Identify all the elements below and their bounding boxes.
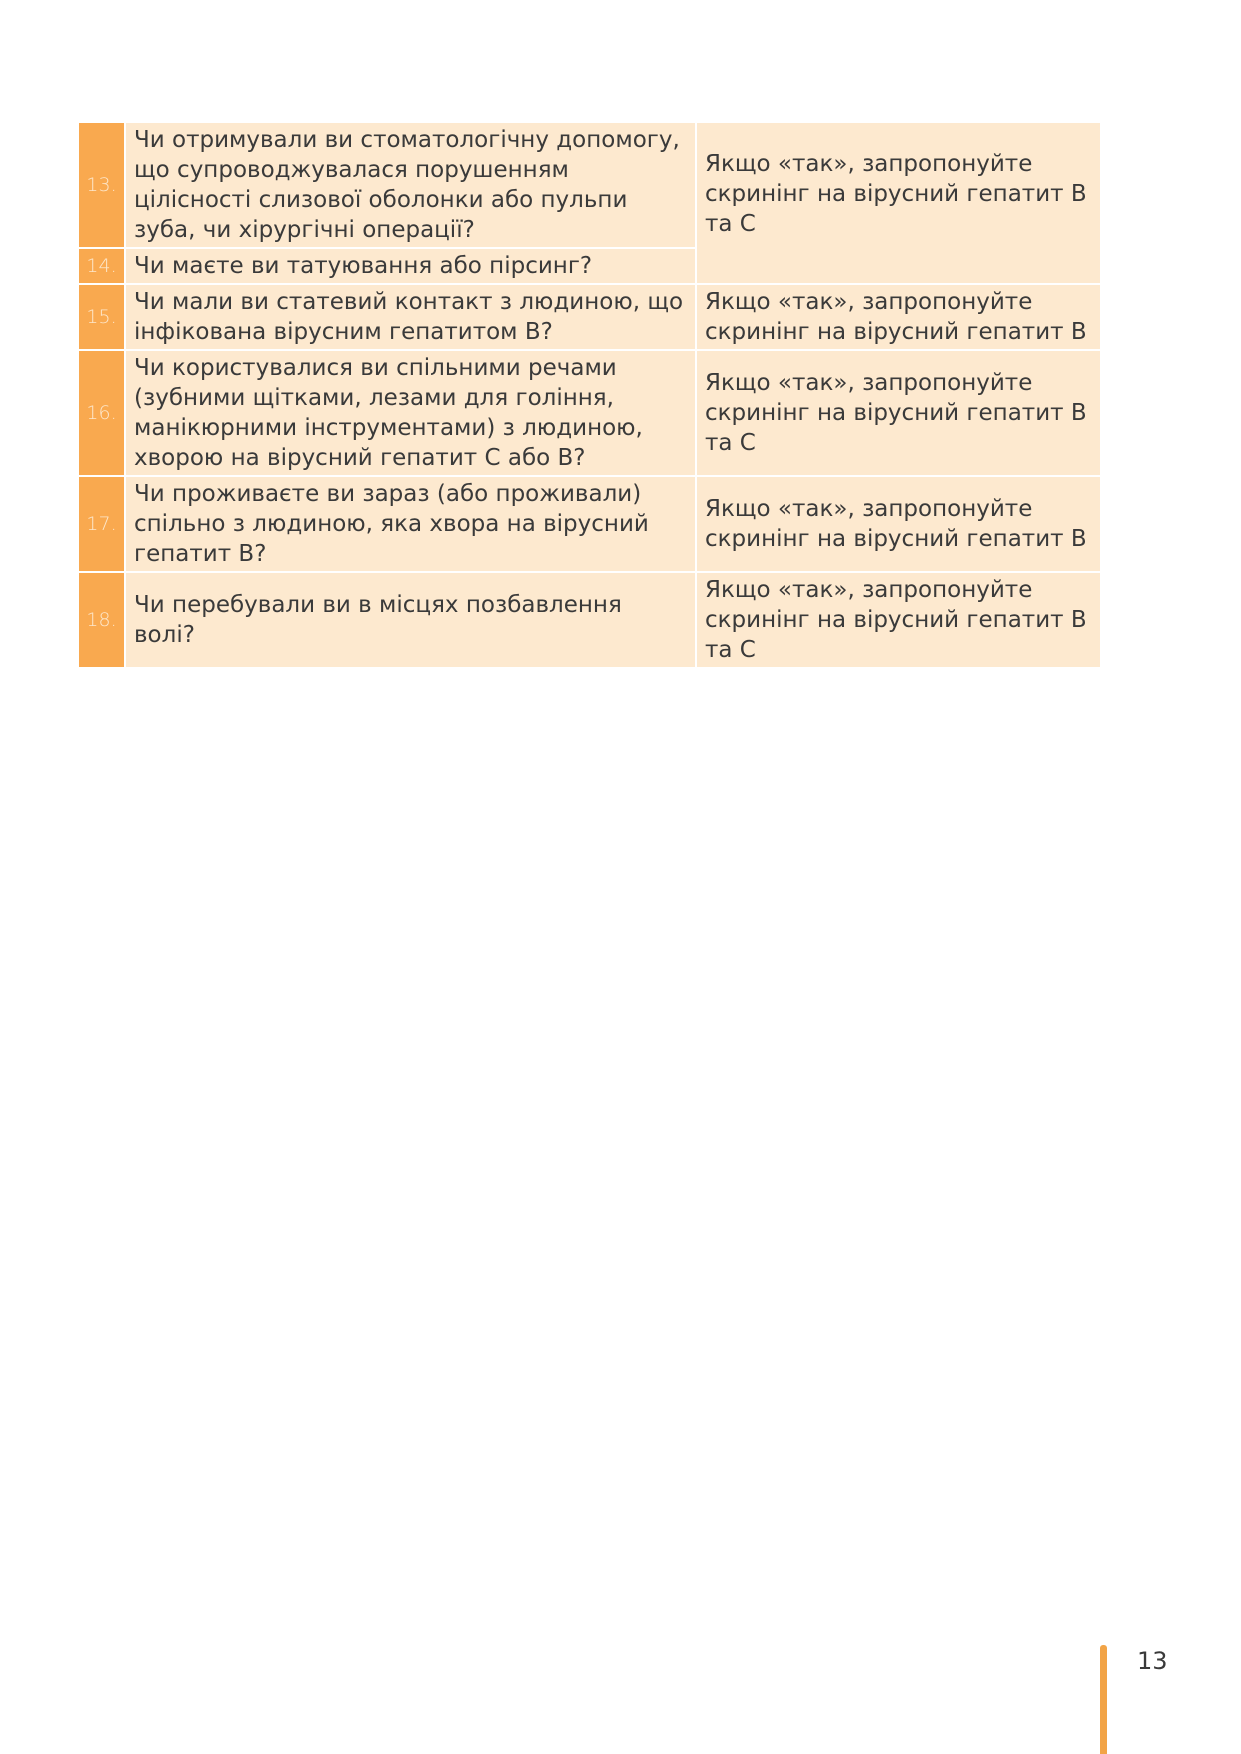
answer-cell: Якщо «так», запропонуйте скринінг на вірусний гепатит В <box>696 284 1101 350</box>
row-number: 14. <box>78 248 125 284</box>
screening-questions-table <box>77 121 1102 669</box>
answer-cell: Якщо «так», запропонуйте скринінг на вірусний гепатит В та С <box>696 572 1101 668</box>
answer-cell: Якщо «так», запропонуйте скринінг на вірусний гепатит В <box>696 476 1101 572</box>
table-row <box>78 122 1101 248</box>
page-number: 13 <box>1137 1647 1168 1675</box>
table-row <box>78 350 1101 476</box>
answer-cell: Якщо «так», запропонуйте скринінг на вірусний гепатит В та С <box>696 122 1101 284</box>
page-number-bar <box>1100 1645 1107 1754</box>
table-row <box>78 284 1101 350</box>
row-number: 15. <box>78 284 125 350</box>
row-number: 17. <box>78 476 125 572</box>
question-cell: Чи перебували ви в місцях позбавлення волі? <box>125 572 696 668</box>
question-cell: Чи користувалися ви спільними речами (зубними щітками, лезами для гоління, манікюрними інструментами) з людиною, хворою на вірусний гепатит С або В? <box>125 350 696 476</box>
answer-cell: Якщо «так», запропонуйте скринінг на вірусний гепатит В та С <box>696 350 1101 476</box>
row-number: 16. <box>78 350 125 476</box>
question-cell: Чи отримували ви стоматологічну допомогу, що супроводжувалася порушенням цілісності слизової оболонки або пульпи зуба, чи хірургічні операції? <box>125 122 696 248</box>
row-number: 13. <box>78 122 125 248</box>
question-cell: Чи мали ви статевий контакт з людиною, що інфікована вірусним гепатитом В? <box>125 284 696 350</box>
table-row <box>78 572 1101 668</box>
row-number: 18. <box>78 572 125 668</box>
table-row <box>78 476 1101 572</box>
question-cell: Чи проживаєте ви зараз (або проживали) спільно з людиною, яка хвора на вірусний гепатит В? <box>125 476 696 572</box>
question-cell: Чи маєте ви татуювання або пірсинг? <box>125 248 696 284</box>
